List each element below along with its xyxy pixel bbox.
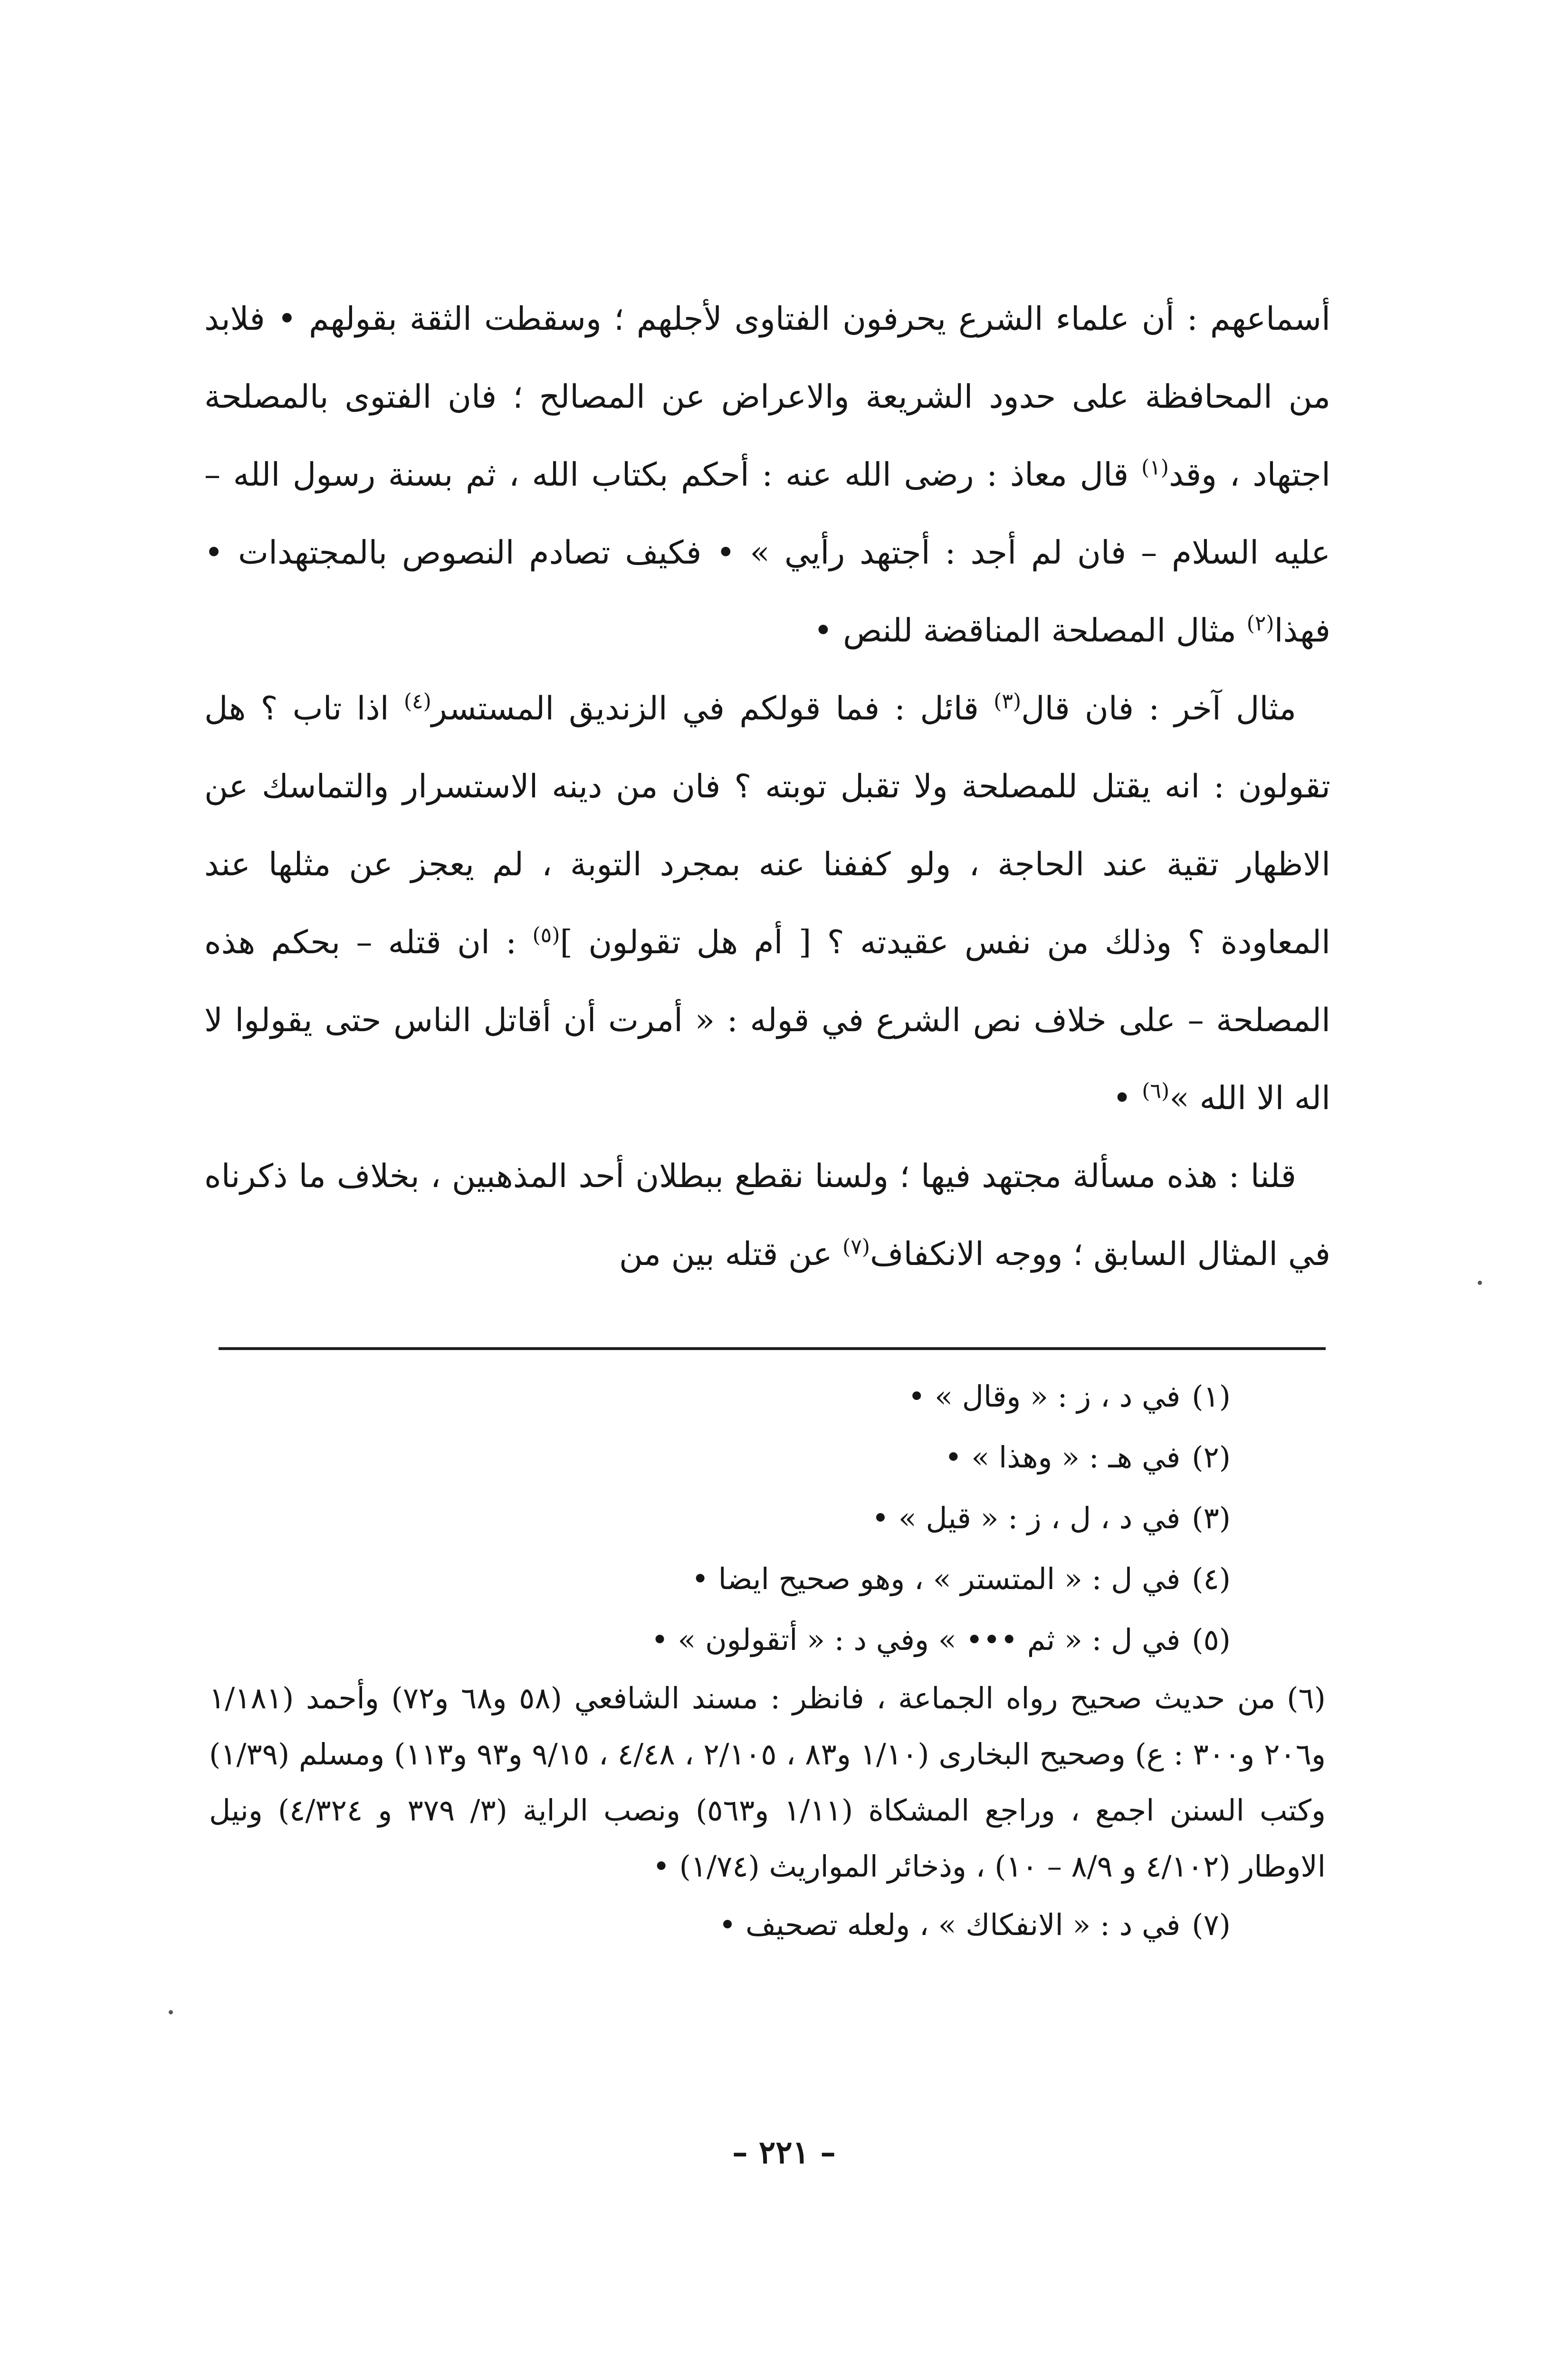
footnote-number: (٥) xyxy=(1192,1622,1231,1657)
text-segment: قال معاذ : رضى الله عنه : أحكم بكتاب الله ، ثم بسنة رسول الله – عليه السلام – فان لم أجد : أجتهد رأيي » • فكيف تصادم النصوص بالمجتهدات • فهذا xyxy=(204,456,1330,650)
text-segment: مثال آخر : فان قال xyxy=(1021,690,1297,728)
footnote-ref-5: (٥) xyxy=(532,923,560,948)
footnote-text: في ل : « ثم ••• » وفي د : « أتقولون » • xyxy=(651,1622,1181,1657)
footnote-number: (١) xyxy=(1192,1379,1231,1414)
footnote-text: في هـ : « وهذا » • xyxy=(945,1440,1181,1475)
footnote-ref-2: (٢) xyxy=(1246,611,1274,636)
footnote-1 xyxy=(209,1366,1231,1427)
footnote-text: في د : « الانفكاك » ، ولعله تصحيف • xyxy=(718,1907,1181,1942)
footnote-5 xyxy=(209,1610,1231,1670)
footnote-number: (٢) xyxy=(1192,1440,1231,1475)
footnote-ref-4: (٤) xyxy=(403,689,431,714)
paragraph-1 xyxy=(204,280,1330,670)
footnote-text: من حديث صحيح رواه الجماعة ، فانظر : مسند الشافعي (٥٨ و٦٨ و٧٢) وأحمد (١/١٨١ و٢٠٦ و٣٠٠ : ع) وصحيح البخارى (١/١٠ و٨٣ ، ٢/١٠٥ ، ٤/٤٨ ، ٩/١٥ و٩٣ و١١٣) ومسلم (١/٣٩) وكتب السنن اجمع ، وراجع المشكاة (١/١١ و٥٦٣) ونصب الراية (٣/ ٣٧٩ و ٤/٣٢٤) ونيل الاوطار (٤/١٠٢ و ٨/٩ – ١٠) ، وذخائر المواريث (١/٧٤) • xyxy=(209,1681,1326,1884)
text-segment: أسماعهم : أن علماء الشرع يحرفون الفتاوى لأجلهم ؛ وسقطت الثقة بقولهم • فلابد من المحافظة على حدود الشريعة والاعراض عن المصالح ؛ فان الفتوى بالمصلحة اجتهاد ، وقد xyxy=(204,300,1330,494)
text-segment: اذا تاب ؟ هل تقولون : انه يقتل للمصلحة ولا تقبل توبته ؟ فان من دينه الاستسرار والتماسك عن الاظهار تقية عند الحاجة ، ولو كففنا عنه بمجرد التوبة ، لم يعجز عن مثلها عند المعاودة ؟ وذلك من نفس عقيدته ؟ [ أم هل تقولون ] xyxy=(204,690,1331,961)
footnote-2 xyxy=(209,1427,1231,1488)
footnote-text: في د ، ل ، ز : « قيل » • xyxy=(871,1501,1181,1535)
footnote-ref-7: (٧) xyxy=(842,1235,870,1259)
footnote-6 xyxy=(209,1670,1326,1895)
text-segment: • xyxy=(1112,1080,1142,1117)
footnotes xyxy=(209,1366,1326,1955)
main-text xyxy=(204,280,1330,1293)
footnote-ref-3: (٣) xyxy=(994,689,1022,714)
footnote-number: (٤) xyxy=(1192,1562,1231,1596)
footnote-3 xyxy=(209,1488,1231,1549)
footnote-4 xyxy=(209,1549,1231,1610)
text-segment: قائل : فما قولكم في الزنديق المستسر xyxy=(431,690,994,728)
text-segment: : ان قتله – بحكم هذه المصلحة – على خلاف نص الشرع في قوله : « أمرت أن أقاتل الناس حتى يقولوا لا اله الا الله » xyxy=(204,924,1330,1117)
text-segment: قلنا : هذه مسألة مجتهد فيها ؛ ولسنا نقطع ببطلان أحد المذهبين ، بخلاف ما ذكرناه في المثال السابق ؛ ووجه الانكفاف xyxy=(204,1158,1330,1273)
text-segment: مثال المصلحة المناقضة للنص • xyxy=(813,612,1247,650)
footnote-7 xyxy=(209,1895,1231,1955)
footnote-ref-6: (٦) xyxy=(1142,1079,1170,1103)
footnote-separator xyxy=(219,1347,1326,1350)
footnote-number: (٦) xyxy=(1287,1681,1326,1715)
footnote-text: في ل : « المتستر » ، وهو صحيح ايضا • xyxy=(691,1562,1181,1596)
footnote-number: (٧) xyxy=(1192,1907,1231,1942)
paragraph-3 xyxy=(204,1138,1330,1293)
footnote-ref-1: (١) xyxy=(1141,455,1169,480)
scan-speck xyxy=(1478,1281,1482,1285)
page-number: – ٢٢١ – xyxy=(732,2134,836,2171)
scan-speck xyxy=(169,2010,173,2014)
paragraph-2 xyxy=(204,670,1330,1138)
footnote-text: في د ، ز : « وقال » • xyxy=(908,1379,1181,1414)
text-segment: عن قتله بين من xyxy=(619,1236,843,1273)
footnote-number: (٣) xyxy=(1192,1501,1231,1535)
